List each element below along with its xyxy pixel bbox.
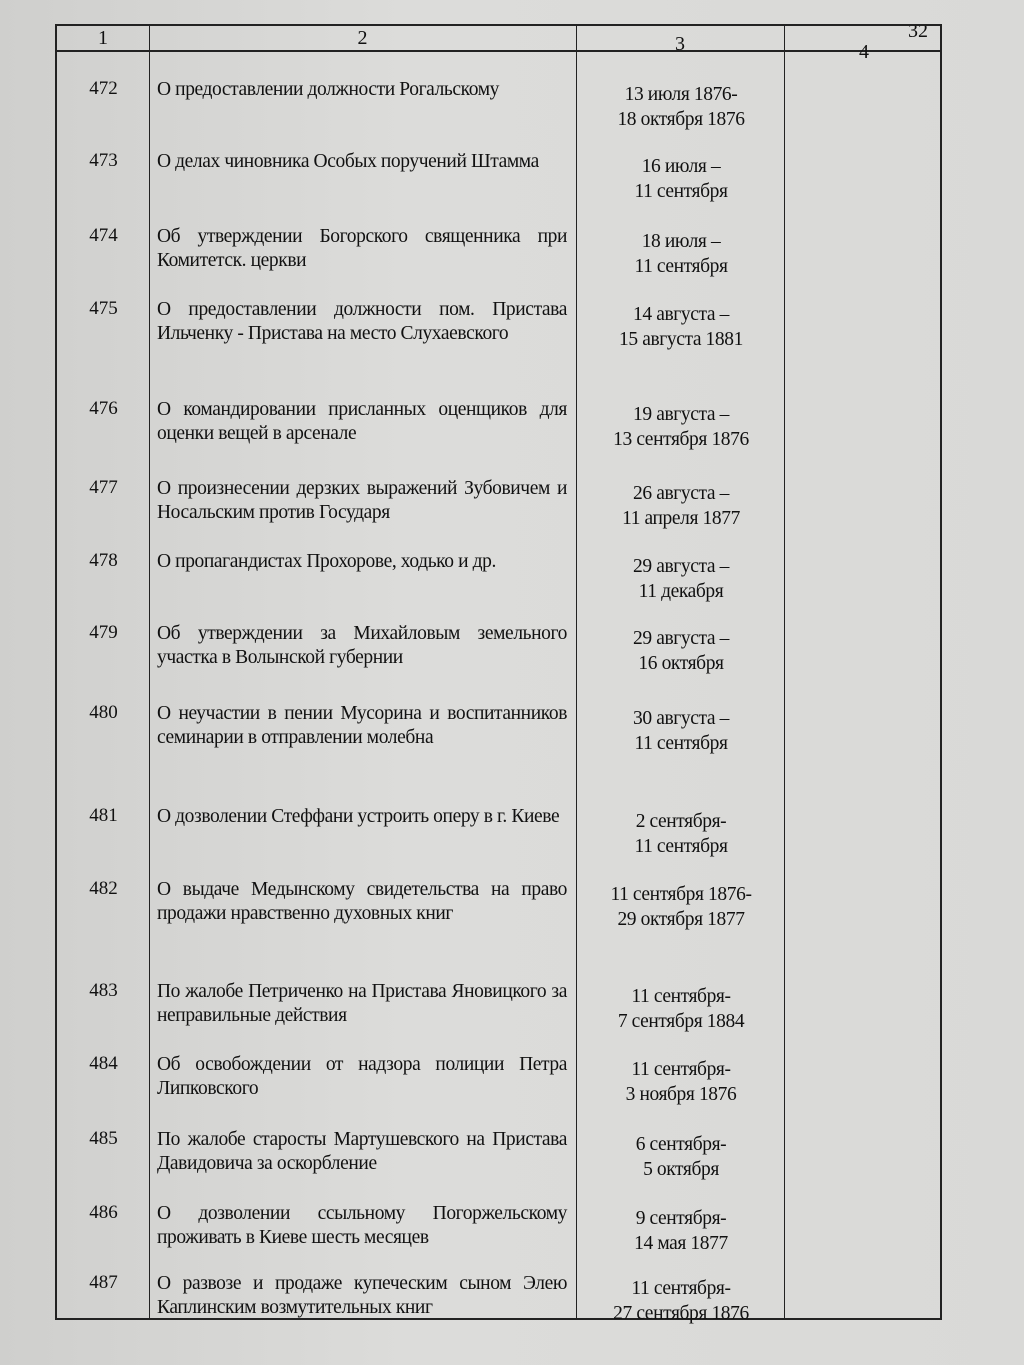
record-description: О выдаче Медынскому свидетельства на право продажи нравственно духовных книг xyxy=(157,879,567,924)
date-end: 11 сентября xyxy=(634,256,728,277)
record-number: 472 xyxy=(89,78,118,99)
record-number: 476 xyxy=(89,398,118,419)
record-description: О произнесении дерзких выражений Зубовичем и Носальским против Государя xyxy=(157,478,567,523)
record-number: 479 xyxy=(89,622,118,643)
date-end: 15 августа 1881 xyxy=(619,329,743,350)
date-end: 16 октября xyxy=(638,653,724,674)
date-start: 11 сентября 1876- xyxy=(610,884,752,905)
record-description: О пропагандистах Прохорове, ходько и др. xyxy=(157,551,496,572)
record-dates xyxy=(577,229,785,279)
record-dates xyxy=(577,882,785,932)
record-dates xyxy=(577,1132,785,1182)
date-start: 26 августа – xyxy=(633,483,729,504)
date-start: 6 сентября- xyxy=(635,1134,727,1155)
date-end: 29 октября 1877 xyxy=(617,909,745,930)
record-number: 484 xyxy=(89,1053,118,1074)
date-end: 7 сентября 1884 xyxy=(617,1011,745,1032)
date-end: 14 мая 1877 xyxy=(634,1233,728,1254)
date-start: 30 августа – xyxy=(633,708,729,729)
record-description: Об утверждении Богорского священника при Комитетск. церкви xyxy=(157,226,567,271)
record-dates xyxy=(577,984,785,1034)
date-end: 11 сентября xyxy=(634,836,728,857)
record-number: 482 xyxy=(89,878,118,899)
date-start: 2 сентября- xyxy=(635,811,727,832)
record-description: По жалобе старосты Мартушевского на Пристава Давидовича за оскорбление xyxy=(157,1129,567,1174)
date-start: 11 сентября- xyxy=(631,1278,731,1299)
date-start: 14 августа – xyxy=(633,304,729,325)
record-description: О неучастии в пении Мусорина и воспитанников семинарии в отправлении молебна xyxy=(157,703,567,748)
column-divider xyxy=(149,26,150,1318)
record-dates xyxy=(577,1276,785,1326)
record-dates xyxy=(577,154,785,204)
record-number: 486 xyxy=(89,1202,118,1223)
date-start: 19 августа – xyxy=(633,404,729,425)
record-dates xyxy=(577,809,785,859)
date-end: 11 декабря xyxy=(638,581,724,602)
record-dates xyxy=(577,554,785,604)
record-description: Об освобождении от надзора полиции Петра Липковского xyxy=(157,1054,567,1099)
record-description: О дозволении ссыльному Погоржельскому проживать в Киеве шесть месяцев xyxy=(157,1203,567,1248)
date-end: 3 ноября 1876 xyxy=(625,1084,737,1105)
date-end: 11 апреля 1877 xyxy=(622,508,740,529)
record-dates xyxy=(577,626,785,676)
record-description: О командировании присланных оценщиков для оценки вещей в арсенале xyxy=(157,399,567,444)
record-description: О делах чиновника Особых поручений Штамма xyxy=(157,151,539,172)
date-start: 11 сентября- xyxy=(631,986,731,1007)
record-number: 483 xyxy=(89,980,118,1001)
record-number: 477 xyxy=(89,477,118,498)
date-start: 13 июля 1876- xyxy=(624,84,738,105)
date-end: 27 сентября 1876 xyxy=(613,1303,749,1324)
date-end: 5 октября xyxy=(643,1159,719,1180)
date-end: 18 октября 1876 xyxy=(617,109,745,130)
record-number: 480 xyxy=(89,702,118,723)
record-description: О предоставлении должности Рогальскому xyxy=(157,79,500,100)
record-number: 487 xyxy=(89,1272,118,1293)
record-number: 481 xyxy=(89,805,118,826)
record-dates xyxy=(577,302,785,352)
date-start: 29 августа – xyxy=(633,556,729,577)
record-description: Об утверждении за Михайловым земельного участка в Волынской губернии xyxy=(157,623,567,668)
date-start: 11 сентября- xyxy=(631,1059,731,1080)
record-number: 475 xyxy=(89,298,118,319)
record-dates xyxy=(577,82,785,132)
record-dates xyxy=(577,1057,785,1107)
date-end: 11 сентября xyxy=(634,181,728,202)
date-end: 13 сентября 1876 xyxy=(613,429,749,450)
column-header-2: 2 xyxy=(357,27,368,49)
date-start: 18 июля – xyxy=(641,231,721,252)
column-header-3: 3 xyxy=(675,33,685,55)
record-description: О предоставлении должности пом. Пристава Ильченку - Пристава на место Слухаевского xyxy=(157,299,567,344)
record-number: 478 xyxy=(89,550,118,571)
record-number: 473 xyxy=(89,150,118,171)
date-start: 9 сентября- xyxy=(635,1208,727,1229)
record-number: 485 xyxy=(89,1128,118,1149)
date-end: 11 сентября xyxy=(634,733,728,754)
date-start: 16 июля – xyxy=(641,156,721,177)
record-description: О развозе и продаже купеческим сыном Элею Каплинским возмутительных книг xyxy=(157,1273,567,1318)
record-dates xyxy=(577,481,785,531)
record-dates xyxy=(577,1206,785,1256)
record-dates xyxy=(577,402,785,452)
column-header-4: 4 xyxy=(859,41,869,63)
column-header-1: 1 xyxy=(98,27,108,49)
date-start: 29 августа – xyxy=(633,628,729,649)
record-number: 474 xyxy=(89,225,118,246)
record-description: О дозволении Стеффани устроить оперу в г. Киеве xyxy=(157,806,560,827)
archive-table xyxy=(55,24,942,1324)
page-number: 32 xyxy=(908,20,928,42)
record-description: По жалобе Петриченко на Пристава Яновицкого за неправильные действия xyxy=(157,981,567,1026)
record-dates xyxy=(577,706,785,756)
